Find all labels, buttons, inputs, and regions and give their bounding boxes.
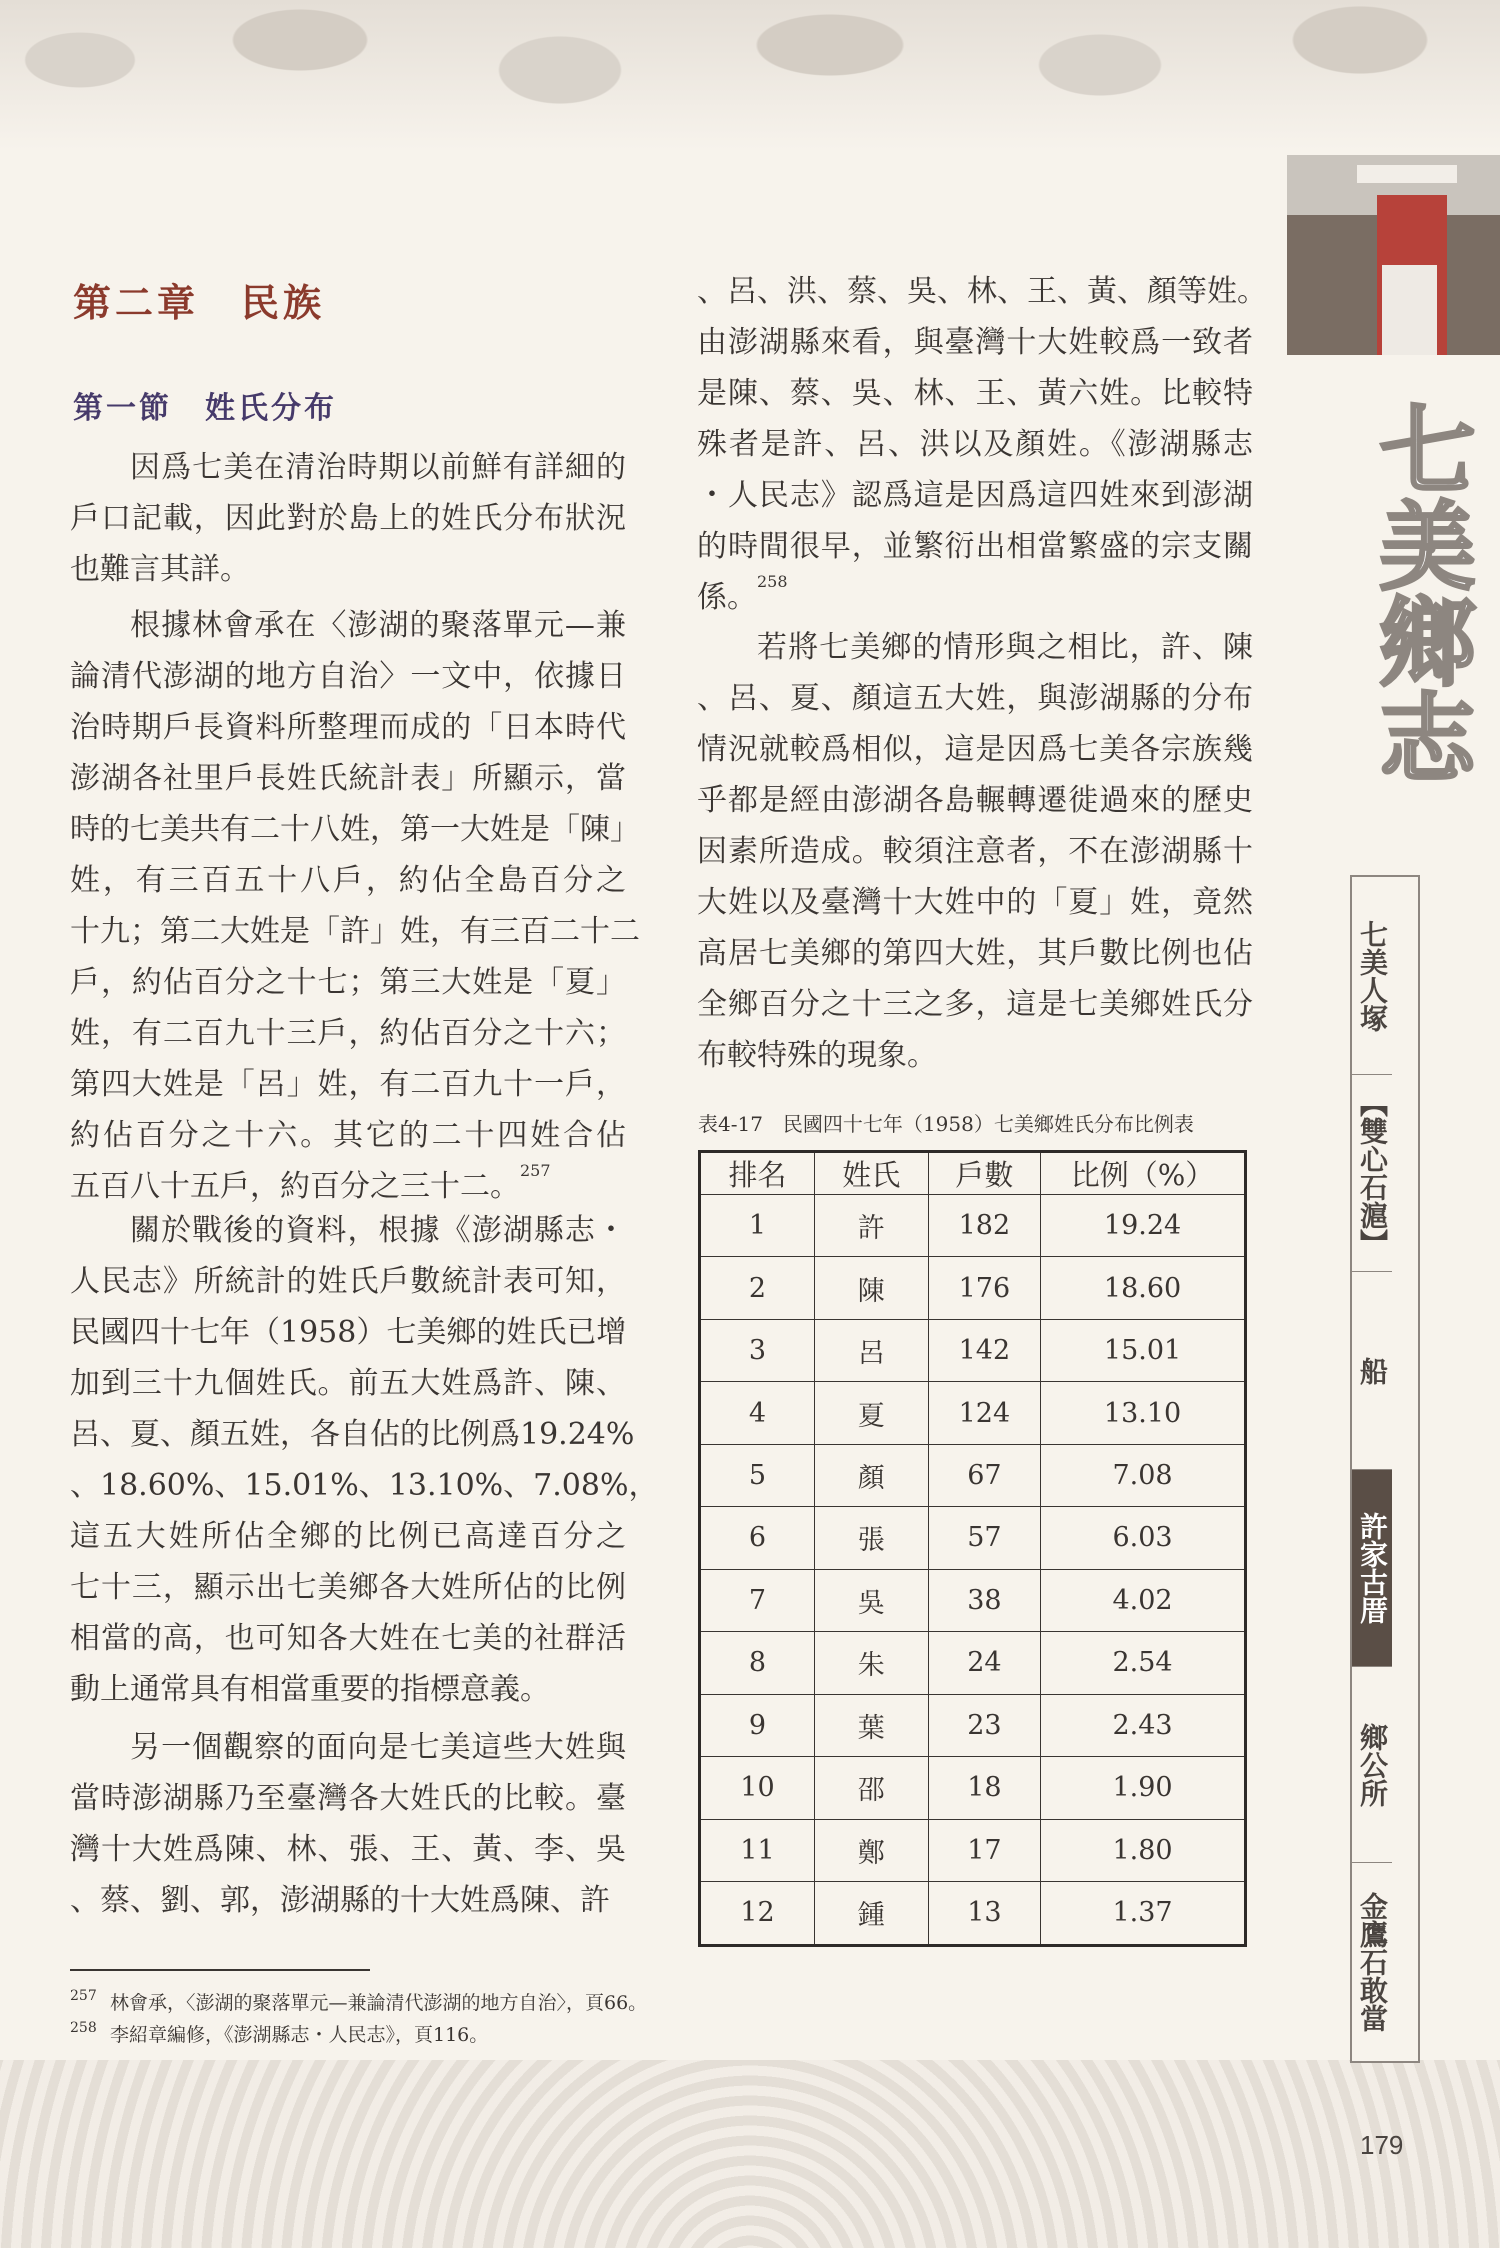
table-row	[700, 1694, 1246, 1756]
table-row	[700, 1257, 1246, 1319]
line-text: 殊者是許、呂、洪以及顏姓。《澎湖縣志	[697, 427, 1253, 462]
line-text: 的時間很早，並繁衍出相當繁盛的宗支關	[697, 529, 1253, 564]
text-line	[70, 855, 626, 906]
table-cell: 朱	[814, 1632, 928, 1694]
line-text: 戶，約佔百分之十七；第三大姓是「夏」	[70, 965, 626, 1000]
table-row	[700, 1382, 1246, 1444]
table-row	[700, 1632, 1246, 1694]
side-tab[interactable]: 許家古厝	[1352, 1470, 1392, 1667]
table-header-cell: 姓氏	[814, 1152, 928, 1195]
table-cell: 124	[928, 1382, 1040, 1444]
text-line	[70, 1562, 626, 1613]
table-cell: 17	[928, 1819, 1040, 1881]
text-line	[70, 651, 626, 702]
line-text: 姓，有三百五十八戶，約佔全島百分之	[70, 863, 626, 898]
line-text: 十九；第二大姓是「許」姓，有三百二十二	[70, 914, 640, 949]
paragraph	[70, 1722, 626, 1926]
line-text: 呂、夏、顏五姓，各自佔的比例爲19.24%	[70, 1417, 635, 1452]
text-line	[70, 1409, 635, 1460]
table-row	[700, 1881, 1246, 1945]
line-text: 、蔡、劉、郭，澎湖縣的十大姓爲陳、許	[70, 1883, 610, 1918]
table-cell: 24	[928, 1632, 1040, 1694]
line-text: 全鄉百分之十三之多，這是七美鄉姓氏分	[697, 987, 1253, 1022]
line-text: 姓，有二百九十三戶，約佔百分之十六；	[70, 1016, 626, 1051]
table-cell: 5	[700, 1444, 815, 1506]
footnote-number: 258	[70, 2020, 97, 2036]
table-cell: 6	[700, 1507, 815, 1569]
side-tabs	[1350, 875, 1420, 2063]
line-text: 當時澎湖縣乃至臺灣各大姓氏的比較。臺	[70, 1781, 626, 1816]
table-row	[700, 1819, 1246, 1881]
table-cell: 10	[700, 1757, 815, 1819]
text-line	[70, 1358, 626, 1409]
line-text: 民國四十七年（1958）七美鄉的姓氏已增	[70, 1315, 627, 1350]
text-line	[697, 1030, 1253, 1081]
book-title-vertical: 七美鄉志	[1364, 400, 1477, 784]
line-text: 加到三十九個姓氏。前五大姓爲許、陳、	[70, 1366, 626, 1401]
text-line	[697, 368, 1253, 419]
text-line	[70, 1307, 626, 1358]
line-text: 治時期戶長資料所整理而成的「日本時代	[70, 710, 626, 745]
table-cell: 陳	[814, 1257, 928, 1319]
line-text: 因素所造成。較須注意者，不在澎湖縣十	[697, 834, 1253, 869]
table-cell: 57	[928, 1507, 1040, 1569]
line-text: 由澎湖縣來看，與臺灣十大姓較爲一致者	[697, 325, 1253, 360]
table-cell: 3	[700, 1319, 815, 1381]
table-cell: 7	[700, 1569, 815, 1631]
line-text: 也難言其詳。	[70, 552, 250, 587]
table-cell: 12	[700, 1881, 815, 1945]
table-cell: 18	[928, 1757, 1040, 1819]
table-cell: 18.60	[1041, 1257, 1246, 1319]
text-line	[70, 1664, 626, 1715]
side-tab[interactable]: 金鷹石敢當	[1356, 1892, 1389, 2032]
paragraph	[70, 1205, 659, 1715]
line-text: 澎湖各社里戶長姓氏統計表」所顯示，當	[70, 761, 626, 796]
table-cell: 15.01	[1041, 1319, 1246, 1381]
side-tab[interactable]: 船	[1352, 1272, 1392, 1470]
table-cell: 1	[700, 1195, 815, 1257]
table-cell: 38	[928, 1569, 1040, 1631]
text-line	[697, 317, 1253, 368]
table-cell: 1.80	[1041, 1819, 1246, 1881]
footnote-ref: 258	[757, 572, 788, 591]
table-row	[700, 1444, 1246, 1506]
line-text: 動上通常具有相當重要的指標意義。	[70, 1672, 550, 1707]
text-line	[70, 1722, 626, 1773]
table-cell: 23	[928, 1694, 1040, 1756]
table-cell: 1.90	[1041, 1757, 1246, 1819]
page-number: 179	[1360, 2130, 1404, 2160]
chapter-title: 第二章 民族	[73, 280, 326, 325]
text-line	[697, 724, 1253, 775]
table-cell: 4.02	[1041, 1569, 1246, 1631]
table-cell: 1.37	[1041, 1881, 1246, 1945]
text-line	[697, 775, 1253, 826]
footnote-text: 林會承，〈澎湖的聚落單元—兼論清代澎湖的地方自治〉，頁66。	[110, 1992, 648, 2014]
table-cell: 顏	[814, 1444, 928, 1506]
table-row	[700, 1195, 1246, 1257]
footnote-number: 257	[70, 1988, 97, 2004]
line-text: 戶口記載，因此對於島上的姓氏分布狀況	[70, 501, 626, 536]
text-line	[70, 702, 626, 753]
line-text: 若將七美鄉的情形與之相比，許、陳	[757, 630, 1253, 665]
line-text: 五百八十五戶，約百分之三十二。	[70, 1169, 520, 1204]
line-text: 關於戰後的資料，根據《澎湖縣志・	[130, 1213, 626, 1248]
table-cell: 夏	[814, 1382, 928, 1444]
text-line	[70, 1613, 626, 1664]
photo-gate	[1382, 265, 1437, 355]
house-photo	[1287, 155, 1500, 355]
text-line	[70, 1059, 626, 1110]
table-row	[700, 1757, 1246, 1819]
table-cell: 鍾	[814, 1881, 928, 1945]
line-text: 七十三，顯示出七美鄉各大姓所佔的比例	[70, 1570, 626, 1605]
line-text: 乎都是經由澎湖各島輾轉遷徙過來的歷史	[697, 783, 1253, 818]
surname-table	[698, 1150, 1247, 1947]
table-cell: 2.54	[1041, 1632, 1246, 1694]
text-line	[697, 928, 1253, 979]
line-text: 大姓以及臺灣十大姓中的「夏」姓，竟然	[697, 885, 1253, 920]
side-tab[interactable]: 鄉公所	[1352, 1667, 1392, 1863]
text-line	[70, 753, 626, 804]
text-line	[697, 622, 1253, 673]
table-cell: 9	[700, 1694, 815, 1756]
line-text: 這五大姓所佔全鄉的比例已高達百分之	[70, 1519, 626, 1554]
table-cell: 2.43	[1041, 1694, 1246, 1756]
text-line	[697, 266, 1267, 317]
text-line	[70, 600, 626, 651]
table-header-row	[700, 1152, 1246, 1195]
table-cell: 11	[700, 1819, 815, 1881]
table-header-cell: 戶數	[928, 1152, 1040, 1195]
table-row	[700, 1569, 1246, 1631]
text-line	[70, 493, 626, 544]
paragraph	[697, 622, 1253, 1081]
line-text: 時的七美共有二十八姓，第一大姓是「陳」	[70, 812, 640, 847]
table-cell: 6.03	[1041, 1507, 1246, 1569]
table-cell: 張	[814, 1507, 928, 1569]
footnote-text: 李紹章編修，《澎湖縣志・人民志》，頁116。	[110, 2024, 489, 2046]
footnote-divider	[70, 1969, 370, 1971]
line-text: 因爲七美在清治時期以前鮮有詳細的	[130, 450, 626, 485]
table-cell: 19.24	[1041, 1195, 1246, 1257]
line-text: 、呂、夏、顏這五大姓，與澎湖縣的分布	[697, 681, 1253, 716]
text-line	[697, 572, 1253, 623]
text-line	[70, 1256, 626, 1307]
line-text: 情況就較爲相似，這是因爲七美各宗族幾	[697, 732, 1253, 767]
table-cell: 142	[928, 1319, 1040, 1381]
line-text: 相當的高，也可知各大姓在七美的社群活	[70, 1621, 626, 1656]
line-text: 灣十大姓爲陳、林、張、王、黃、李、吳	[70, 1832, 626, 1867]
text-line	[70, 1511, 626, 1562]
paragraph	[697, 266, 1267, 623]
line-text: 約佔百分之十六。其它的二十四姓合佔	[70, 1118, 626, 1153]
section-title: 第一節 姓氏分布	[73, 391, 337, 426]
line-text: 另一個觀察的面向是七美這些大姓與	[130, 1730, 626, 1765]
text-line	[70, 442, 626, 493]
text-line	[697, 470, 1253, 521]
paragraph	[70, 442, 626, 595]
side-tab[interactable]: 【雙心石滬】	[1352, 1075, 1392, 1272]
table-row	[700, 1319, 1246, 1381]
line-text: 、呂、洪、蔡、吳、林、王、黃、顏等姓。	[697, 274, 1267, 309]
text-line	[697, 877, 1253, 928]
text-line	[70, 1205, 626, 1256]
text-line	[70, 1008, 626, 1059]
text-line	[697, 826, 1253, 877]
text-line	[697, 521, 1253, 572]
line-text: 高居七美鄉的第四大姓，其戶數比例也佔	[697, 936, 1253, 971]
table-cell: 邵	[814, 1757, 928, 1819]
line-text: 、18.60%、15.01%、13.10%、7.08%，	[70, 1468, 659, 1503]
text-line	[70, 957, 626, 1008]
text-line	[70, 1773, 626, 1824]
line-text: 布較特殊的現象。	[697, 1038, 937, 1073]
table-cell: 2	[700, 1257, 815, 1319]
line-text: 係。	[697, 580, 757, 615]
text-line	[70, 1875, 626, 1926]
table-cell: 4	[700, 1382, 815, 1444]
table-cell: 吳	[814, 1569, 928, 1631]
line-text: ・人民志》認爲這是因爲這四姓來到澎湖	[697, 478, 1253, 513]
text-line	[70, 1460, 659, 1511]
table-cell: 13	[928, 1881, 1040, 1945]
table-cell: 呂	[814, 1319, 928, 1381]
line-text: 人民志》所統計的姓氏戶數統計表可知，	[70, 1264, 626, 1299]
line-text: 是陳、蔡、吳、林、王、黃六姓。比較特	[697, 376, 1253, 411]
line-text: 第四大姓是「呂」姓，有二百九十一戶，	[70, 1067, 626, 1102]
footnote-258	[70, 2020, 488, 2047]
table-cell: 7.08	[1041, 1444, 1246, 1506]
text-line	[697, 673, 1253, 724]
table-row	[700, 1507, 1246, 1569]
wave-pattern-footer	[0, 2060, 1500, 2248]
text-line	[70, 906, 640, 957]
table-cell: 182	[928, 1195, 1040, 1257]
text-line	[697, 979, 1253, 1030]
table-caption: 表4-17 民國四十七年（1958）七美鄉姓氏分布比例表	[698, 1112, 1194, 1136]
side-tab[interactable]: 七美人塚	[1352, 877, 1392, 1075]
table-cell: 13.10	[1041, 1382, 1246, 1444]
paragraph	[70, 600, 640, 1212]
table-cell: 許	[814, 1195, 928, 1257]
table-header-cell: 比例（%）	[1041, 1152, 1246, 1195]
text-line	[70, 804, 640, 855]
text-line	[70, 1110, 626, 1161]
photo-plaque	[1357, 165, 1457, 183]
footnote-ref: 257	[520, 1161, 551, 1180]
table-cell: 67	[928, 1444, 1040, 1506]
table-cell: 鄭	[814, 1819, 928, 1881]
text-line	[697, 419, 1253, 470]
table-cell: 葉	[814, 1694, 928, 1756]
line-text: 論清代澎湖的地方自治〉一文中，依據日	[70, 659, 626, 694]
table-header-cell: 排名	[700, 1152, 815, 1195]
table-cell: 8	[700, 1632, 815, 1694]
text-line	[70, 1824, 626, 1875]
footnote-257	[70, 1988, 647, 2015]
table-cell: 176	[928, 1257, 1040, 1319]
line-text: 根據林會承在〈澎湖的聚落單元—兼	[130, 608, 626, 643]
cloud-pattern-header	[0, 0, 1500, 150]
text-line	[70, 544, 626, 595]
